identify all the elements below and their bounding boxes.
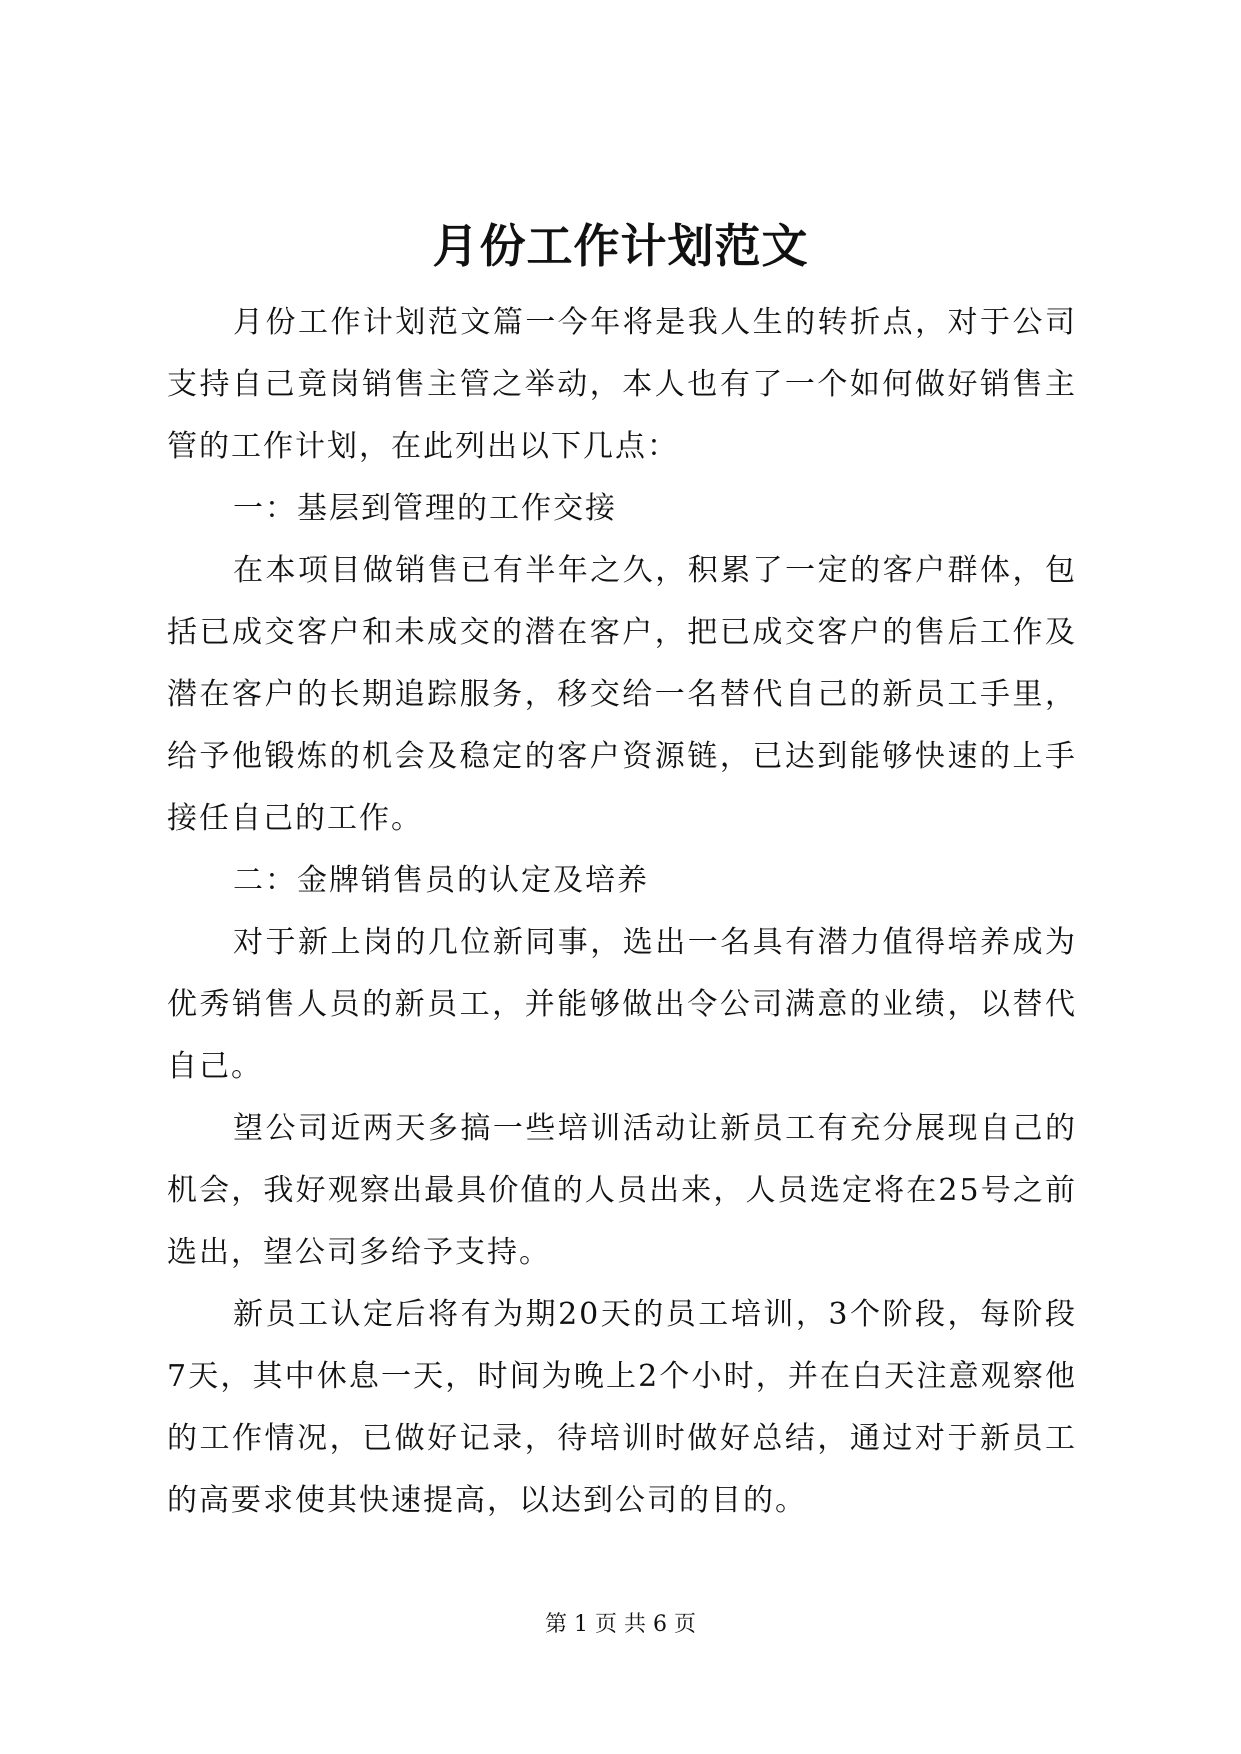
document-title: 月份工作计划范文 — [432, 219, 809, 273]
paragraph-selection: 对于新上岗的几位新同事，选出一名具有潜力值得培养成为优秀销售人员的新员工，并能够做出令公司满意的业绩，以替代自己。 — [167, 925, 1077, 1084]
section-heading-2: 二：金牌销售员的认定及培养 — [233, 863, 649, 898]
page-footer: 第 1 页 共 6 页 — [545, 1612, 696, 1637]
document-body — [167, 292, 1077, 1532]
paragraph-training-plan: 新员工认定后将有为期20天的员工培训，3个阶段，每阶段7天，其中休息一天，时间为晚上2个小时，并在白天注意观察他的工作情况，已做好记录，待培训时做好总结，通过对于新员工的高要求使其快速提高，以达到公司的目的。 — [167, 1297, 1077, 1518]
paragraph-handover: 在本项目做销售已有半年之久，积累了一定的客户群体，包括已成交客户和未成交的潜在客户，把已成交客户的售后工作及潜在客户的长期追踪服务，移交给一名替代自己的新员工手里，给予他锻炼的机会及稳定的客户资源链，已达到能够快速的上手接任自己的工作。 — [167, 553, 1077, 836]
paragraph-intro: 月份工作计划范文篇一今年将是我人生的转折点，对于公司支持自己竟岗销售主管之举动，本人也有了一个如何做好销售主管的工作计划，在此列出以下几点： — [167, 305, 1077, 464]
paragraph-training-request: 望公司近两天多搞一些培训活动让新员工有充分展现自己的机会，我好观察出最具价值的人员出来，人员选定将在25号之前选出，望公司多给予支持。 — [167, 1111, 1077, 1270]
section-heading-1: 一：基层到管理的工作交接 — [233, 491, 617, 526]
